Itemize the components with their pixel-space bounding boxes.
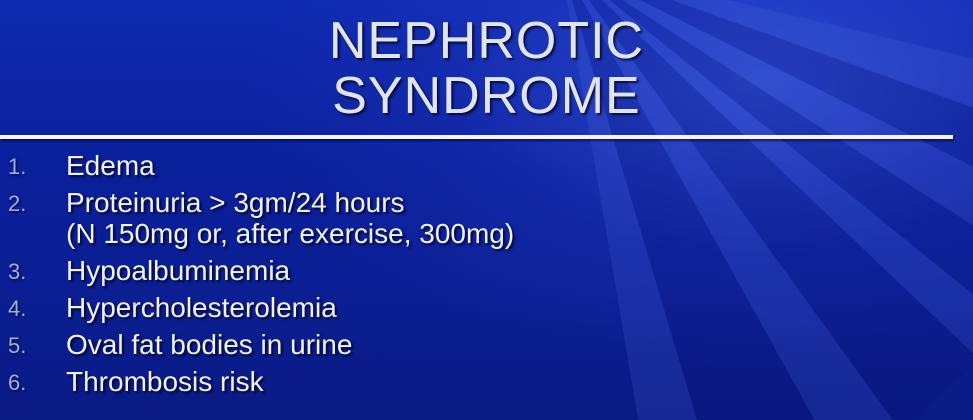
- list-item-number: 1.: [8, 154, 27, 179]
- list-item-text: Hypercholesterolemia: [66, 292, 337, 323]
- title-line-1: NEPHROTIC: [328, 12, 645, 70]
- title-divider: [0, 135, 953, 139]
- list-item: [0, 255, 960, 286]
- list-item-number: 2.: [8, 191, 27, 216]
- list-item: [0, 292, 960, 323]
- list-item-text: Proteinuria > 3gm/24 hours: [66, 187, 405, 218]
- title-line-2: SYNDROME: [332, 67, 641, 125]
- list-item-text: Oval fat bodies in urine: [66, 329, 353, 360]
- slide-title: [0, 14, 973, 124]
- list-item-text: Thrombosis risk: [66, 366, 264, 397]
- list-item-number: 6.: [8, 370, 27, 395]
- list-item-text: Edema: [66, 150, 155, 181]
- list-item: [0, 329, 960, 360]
- list-item-number: 5.: [8, 333, 27, 358]
- list-item: [0, 187, 960, 249]
- list-item-text: Hypoalbuminemia: [66, 255, 291, 286]
- list-item-subtext: (N 150mg or, after exercise, 300mg): [66, 218, 515, 249]
- list-item-number: 4.: [8, 296, 27, 321]
- list-item: [0, 366, 960, 397]
- list-item-number: 3.: [8, 259, 27, 284]
- list-item: [0, 150, 960, 181]
- numbered-list: [0, 150, 960, 403]
